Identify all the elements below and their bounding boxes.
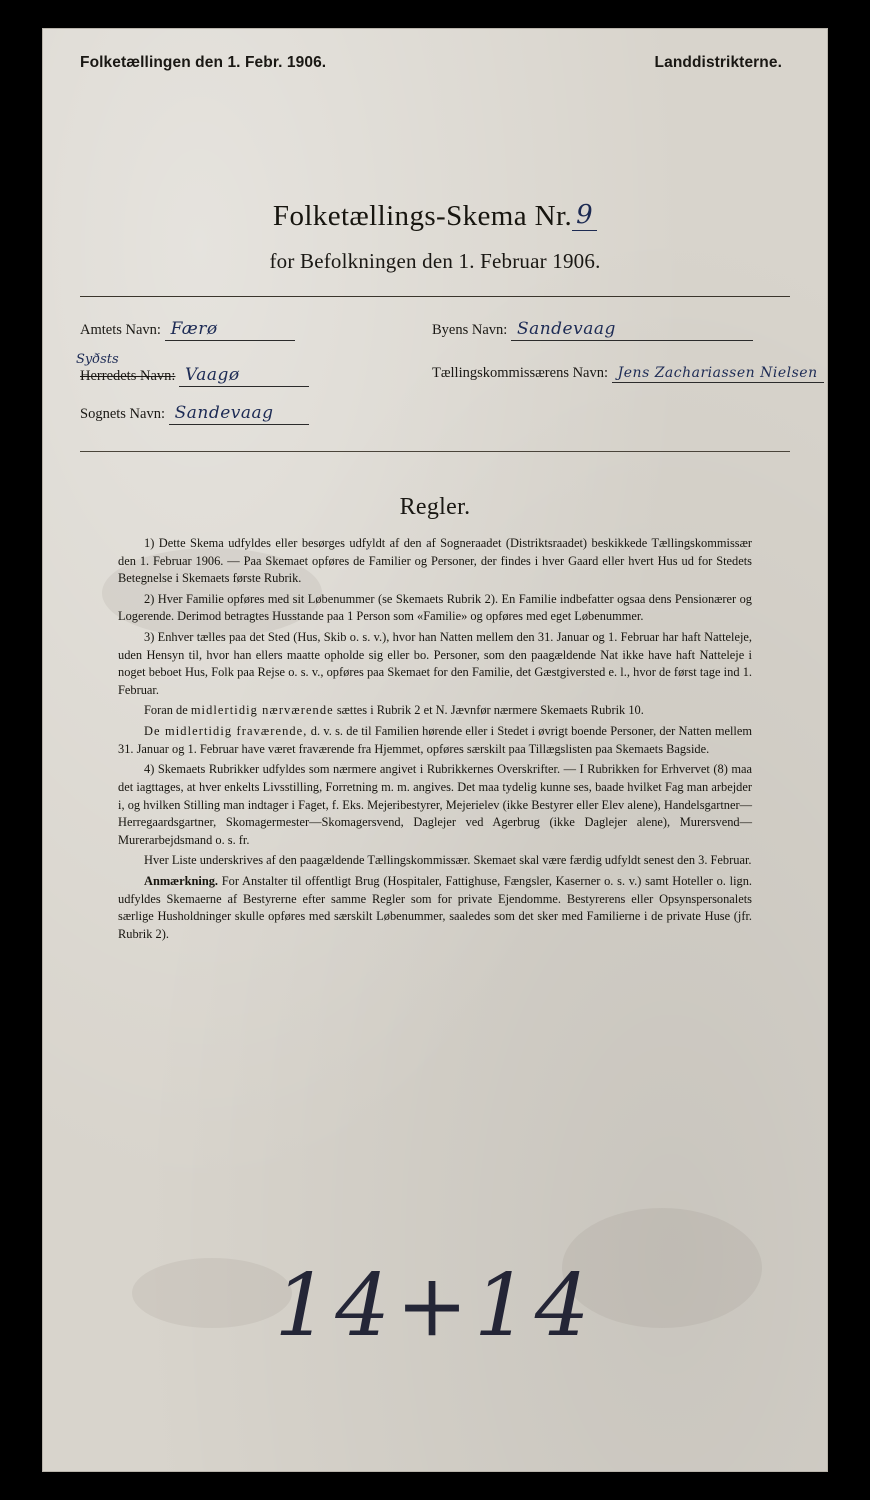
page-header	[76, 54, 794, 72]
field-herred	[80, 365, 309, 387]
page-title-text: Folketællings-Skema Nr.	[272, 200, 573, 232]
field-by-label: Byens Navn:	[432, 322, 508, 338]
field-amt	[80, 319, 295, 341]
field-block	[76, 313, 818, 429]
schema-number-handwritten: 9	[572, 200, 597, 231]
rules-heading: Regler.	[399, 494, 471, 520]
rule-note-text: For Anstalter til offentligt Brug (Hospitaler, Fattighuse, Fængsler, Kaserner o. s. v.) samt Hoteller o. lign. udfyldes Skemaerne af Bestyrerne efter samme Regler som for private Ejendomme. Bestyrerens eller Opsynspersonalets særlige Husholdninger skulle opføres med særskilt Løbenummer, saaledes som det sker med Familierne i de private Huse (jfr. Rubrik 2).	[118, 873, 752, 941]
handwritten-annotation: 14+14	[274, 1256, 596, 1356]
field-kommissaer-label: Tællingskommissærens Navn:	[432, 365, 609, 381]
rule-paragraph-4: 4) Skemaets Rubrikker udfyldes som nærmere angivet i Rubrikkernes Overskrifter. — I Rubrikken for Erhvervet (8) maa det iagttages, at hver enkelts Livsstilling, Forretning m. m. angives. Det maa tydelig kunne ses, baade hvilket Fag man arbejder i, og hvilken Stilling man indtager i Faget, f. Eks. Mejeribestyrer, Mejerielev (ikke Bestyrer eller Elev alene), Handelsgartner—Herregaardsgartner, Skomagermester—Skomagersvend, Daglejer ved Agerbrug (ikke Daglejer alene), Murersvend—Murerarbejdsmand o. s. fr.	[118, 762, 752, 847]
divider-top	[80, 296, 790, 297]
field-by	[432, 319, 753, 341]
rules-body	[118, 535, 752, 943]
field-amt-label: Amtets Navn:	[80, 322, 161, 338]
rule-note-label: Anmærkning.	[144, 873, 219, 888]
field-sogn	[80, 403, 309, 425]
page-subtitle: for Befolkningen den 1. Februar 1906.	[269, 249, 601, 273]
rule-note	[118, 873, 752, 943]
field-amt-value: Færø	[165, 319, 295, 341]
rule-paragraph-3: 3) Enhver tælles paa det Sted (Hus, Skib o. s. v.), hvor han Natten mellem den 31. Januar og 1. Februar har haft Natteleje, uden Hensyn til, hvor han ellers maatte opholde sig eller bo. Personer, som den paagældende Nat ikke have haft Natteleje i noget beboet Hus, Folk paa Rejse o. s. v., opføres paa Skemaet for den Familie, det Gæstgiversted e. l., hvor de først tage ind 1. Februar.	[118, 630, 752, 697]
rule-paragraph-1: 1) Dette Skema udfyldes eller besørges udfyldt af den af Sogneraadet (Distriktsraadet) beskikkede Tællingskommissær den 1. Februar 1906. — Paa Skemaet opføres de Familier og Personer, der findes i hver Gaard eller hvert Hus ud for Stedets Betegnelse i Skemaets første Rubrik.	[118, 536, 752, 586]
field-sogn-value: Sandevaag	[169, 403, 309, 425]
field-herred-label: Herredets Navn:	[80, 368, 176, 384]
rule-paragraph-2: 2) Hver Familie opføres med sit Løbenummer (se Skemaets Rubrik 2). En Familie indbefatter ogsaa dens Pensionærer og Logerende. Derimod betragtes Husstande paa 1 Person som «Familie» og opføres med eget Løbenummer.	[118, 591, 752, 624]
divider-bottom	[80, 451, 790, 452]
title-block	[76, 200, 794, 274]
field-kommissaer-value: Jens Zachariassen Nielsen	[612, 365, 824, 383]
field-herred-value: Vaagø	[179, 365, 309, 387]
field-sogn-label: Sognets Navn:	[80, 406, 165, 422]
rule-3b-emph: midlertidig nærværende	[190, 703, 334, 718]
rule-3b-post: sættes i Rubrik 2 et N. Jævnfør nærmere Skemaets Rubrik 10.	[333, 703, 644, 718]
rule-3b-pre: Foran de	[144, 703, 191, 718]
rule-paragraph-3c	[118, 723, 752, 758]
rule-paragraph-5: Hver Liste underskrives af den paagældende Tællingskommissær. Skemaet skal være færdig udfyldt senest den 3. Februar.	[144, 853, 752, 868]
field-by-value: Sandevaag	[511, 319, 753, 341]
rule-3c-emph: De midlertidig fraværende,	[144, 724, 308, 739]
rule-paragraph-3b	[118, 702, 752, 720]
rule-3c-post: d. v. s. de til Familien hørende eller i Stedet i øvrigt boende Personer, der Natten mellem 31. Januar og 1. Februar have været fraværende fra Hjemmet, opføres særskilt paa Tillægslisten paa Skemaets Bagside.	[118, 724, 752, 756]
header-left-text: Folketællingen den 1. Febr. 1906.	[80, 54, 327, 71]
header-right-text: Landdistrikterne.	[654, 54, 782, 71]
field-kommissaer	[432, 365, 824, 383]
field-herred-note-text: Syðsts	[76, 352, 119, 367]
page-title	[76, 200, 794, 233]
document-page	[42, 28, 828, 1472]
